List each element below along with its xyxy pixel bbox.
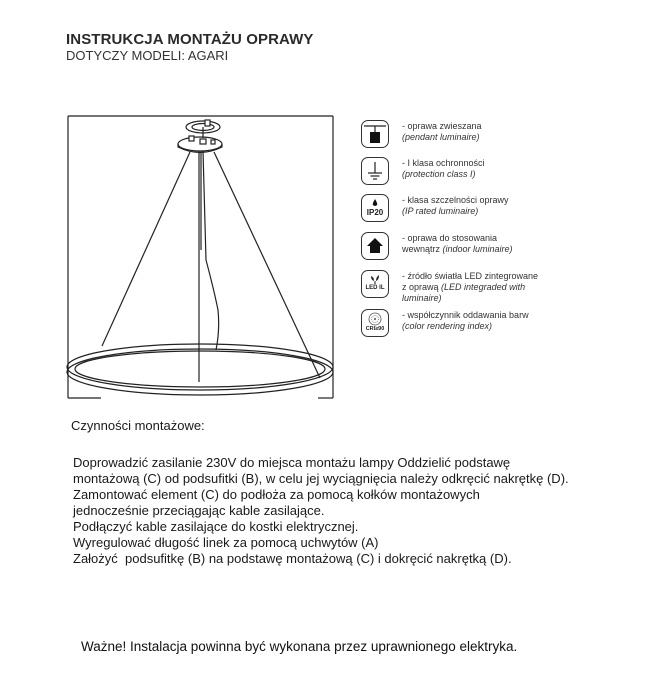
legend-text-en: (protection class I) [402, 169, 476, 179]
instruction-line: Założyć podsufitkę (B) na podstawę montażową (C) i dokręcić nakrętką (D). [73, 551, 512, 566]
canopy-icon [178, 120, 222, 153]
instructions-heading: Czynności montażowe: [71, 418, 205, 433]
instruction-line: Podłączyć kable zasilające do kostki elektrycznej. [73, 519, 359, 534]
legend-text-en2: luminaire) [402, 293, 442, 303]
pendant-ring-lamp-drawing [60, 110, 345, 405]
instruction-line: Zamontować element (C) do podłoża za pomocą kołków montażowych [73, 487, 480, 502]
led-il-label: LED IL [365, 285, 385, 291]
legend-text-en: (indoor luminaire) [442, 244, 513, 254]
legend-text-pl: - źródło światła LED zintegrowane [402, 271, 539, 281]
model-subtitle: DOTYCZY MODELI: AGARI [66, 48, 229, 63]
instruction-line: Wyregulować długość linek za pomocą uchwytów (A) [73, 535, 379, 550]
legend-text-en: (pendant luminaire) [402, 132, 480, 142]
instructions-steps [73, 455, 613, 567]
legend-text-en: (color rendering index) [402, 321, 493, 331]
legend-text-pl: - klasa szczelności oprawy [402, 195, 509, 205]
instruction-line: jednocześnie przeciągając kable zasilające. [73, 503, 325, 518]
legend-text-en: (IP rated luminaire) [402, 206, 479, 216]
ip20-icon [361, 194, 389, 222]
led-ring [67, 344, 333, 395]
led-integrated-icon [361, 270, 389, 298]
document-title: INSTRUKCJA MONTAŻU OPRAWY [66, 31, 314, 48]
legend-text-pl2: wewnątrz [402, 244, 441, 254]
cri-icon [361, 309, 389, 337]
protection-class-earth-icon [361, 157, 389, 185]
ip20-label: IP20 [366, 208, 384, 217]
indoor-house-icon [361, 232, 389, 260]
legend-text-pl2: z oprawą [402, 282, 439, 292]
legend-text-pl: - oprawa zwieszana [402, 121, 482, 131]
legend-text-pl: - I klasa ochronności [402, 158, 485, 168]
instruction-line: Doprowadzić zasilanie 230V do miejsca montażu lampy Oddzielić podstawę [73, 455, 511, 470]
legend-text-pl: - oprawa do stosowania [402, 233, 498, 243]
electrician-warning: Ważne! Instalacja powinna być wykonana przez uprawnionego elektryka. [81, 639, 518, 654]
cri-label: CRI≥90 [365, 326, 385, 332]
legend-text-en: (LED integraded with [441, 282, 526, 292]
legend-text-pl: - współczynnik oddawania barw [402, 310, 529, 320]
pendant-luminaire-icon [361, 120, 389, 148]
instruction-line: montażową (C) od podsufitki (B), w celu jej wyciągnięcia należy odkręcić nakrętkę (D). [73, 471, 569, 486]
